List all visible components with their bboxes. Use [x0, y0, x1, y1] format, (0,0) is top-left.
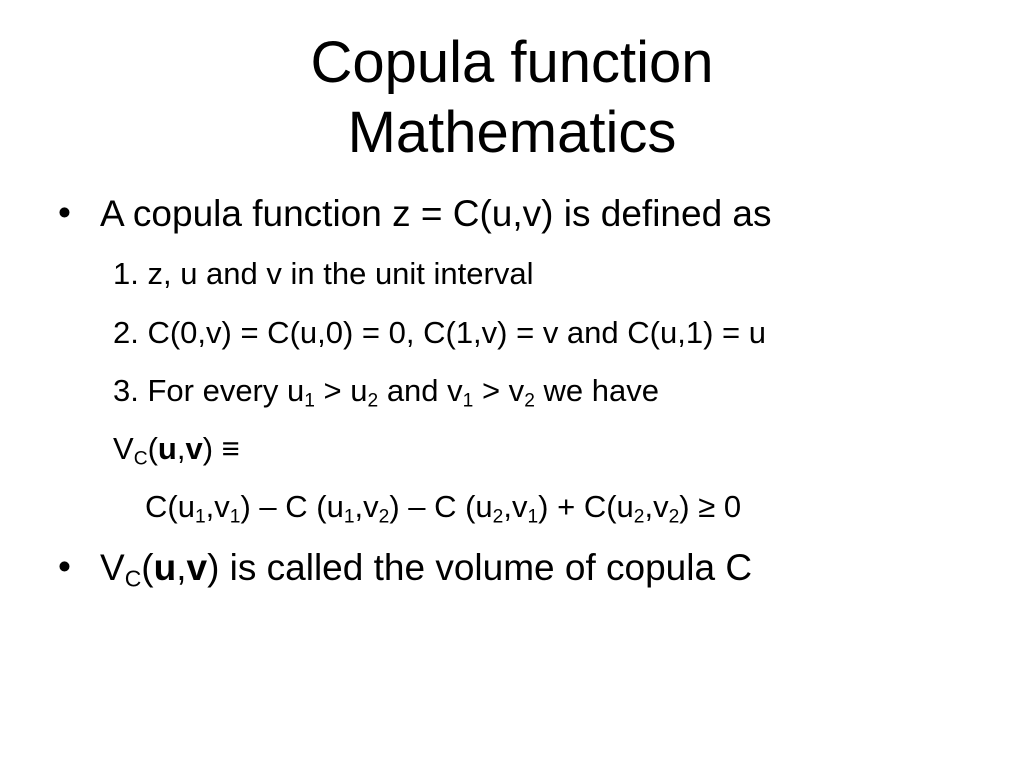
definition-item-1: 1. z, u and v in the unit interval — [113, 256, 534, 291]
definition-item-3: 3. For every $u_1 > u_2$ and $v_1 > v_2$ we have — [113, 373, 659, 412]
title-line-1: Copula function — [310, 30, 714, 95]
bullet-marker-2: • — [58, 546, 71, 587]
volume-definition-line: $V_C(u,v)$ ≡ — [113, 431, 240, 470]
bullet-2-text: $V_C(u,v)$ is called the volume of copula C — [100, 547, 753, 592]
definition-item-2: 2. C(0,v) = C(u,0) = 0, C(1,v) = v and C(u,1) = u — [113, 315, 766, 350]
slide-title — [0, 28, 1024, 168]
bullet-marker-1: • — [58, 192, 71, 233]
bullet-1-text: A copula function z = C(u,v) is defined as — [100, 193, 772, 234]
volume-formula: $C(u_1,v_1)$ – C $(u_1,v_2)$ – C $(u_2,v_1) + C(u_2,v_2) \ge 0$ — [145, 489, 742, 528]
title-line-2: Mathematics — [347, 100, 677, 165]
